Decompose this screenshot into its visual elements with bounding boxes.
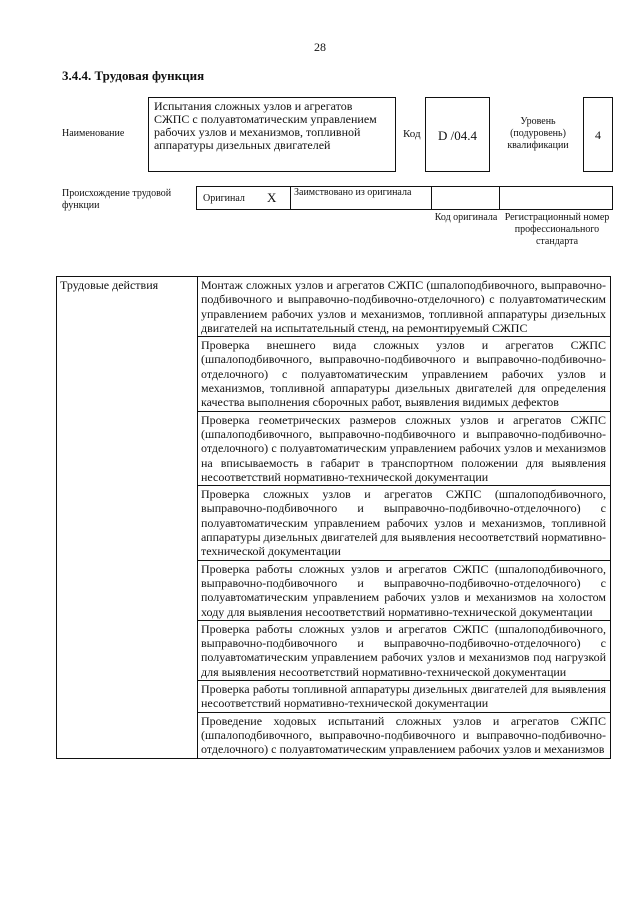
- kod-originala-cell: [431, 186, 500, 210]
- kod-value: D /04.4: [438, 128, 477, 143]
- borrowed-cell: [290, 186, 432, 210]
- level-value-box: [583, 97, 613, 172]
- action-cell: Проведение ходовых испытаний сложных узлов и агрегатов СЖПС (шпалоподбивочного, выправочно-подбивочного и выправочно-подбивочно-отделочного) с полуавтоматическим управлением рабочих узлов и механизмов: [198, 712, 611, 758]
- page-number: 28: [314, 40, 326, 54]
- action-cell: Проверка внешнего вида сложных узлов и агрегатов СЖПС (шпалоподбивочного, выправочно-подбивочного и выправочно-подбивочно-отделочного) с полуавтоматическим управлением рабочих узлов и механизмов, топливной аппаратуры дизельных двигателей для определения качества выполнения сборочных работ, выявления видимых дефектов: [198, 337, 611, 411]
- original-label: Оригинал: [203, 193, 245, 204]
- function-name-box: [148, 97, 396, 172]
- original-mark: X: [267, 190, 277, 205]
- kod-label: Код: [403, 128, 421, 140]
- reg-number-cell: [499, 186, 613, 210]
- row-header: Трудовые действия: [60, 278, 159, 292]
- level-label: Уровень (подуровень) квалификации: [507, 116, 569, 151]
- level-value: 4: [595, 128, 601, 142]
- row-header-cell: [57, 277, 198, 759]
- action-cell: Проверка сложных узлов и агрегатов СЖПС (шпалоподбивочного, выправочно-подбивочного и выправочно-подбивочно-отделочного) с полуавтоматическим управлением рабочих узлов и механизмов, топливной аппаратуры дизельных двигателей для выявления несоответствий нормативно-технической документации: [198, 486, 611, 560]
- function-name: Испытания сложных узлов и агрегатов СЖПС с полуавтоматическим управлением рабочих узлов и механизмов, топливной аппаратуры дизельных двигателей: [154, 99, 377, 152]
- labor-actions-table: [56, 276, 611, 759]
- origin-label: Происхождение трудовой функции: [62, 188, 172, 211]
- borrowed-label: Заимствовано из оригинала: [294, 187, 412, 198]
- table-row: [57, 277, 611, 337]
- naimenovanie-label: Наименование: [62, 128, 125, 139]
- action-cell: Проверка работы сложных узлов и агрегатов СЖПС (шпалоподбивочного, выправочно-подбивочного и выправочно-подбивочно-отделочного) с полуавтоматическим управлением рабочих узлов и механизмов на холостом ходу для выявления несоответствий нормативно-технической документации: [198, 560, 611, 620]
- action-cell: Монтаж сложных узлов и агрегатов СЖПС (шпалоподбивочного, выправочно-подбивочного и выправочно-подбивочно-отделочного) с полуавтоматическим управлением рабочих узлов и механизмов, топливной аппаратуры дизельных двигателей на испытательный стенд, на ремонтируемый СЖПС: [198, 277, 611, 337]
- action-cell: Проверка геометрических размеров сложных узлов и агрегатов СЖПС (шпалоподбивочного, выправочно-подбивочного и выправочно-подбивочно-отделочного) с полуавтоматическим управлением рабочих узлов и механизмов на вписываемость в габарит в транспортном положении для выявления несоответствий нормативно-технической документации: [198, 411, 611, 485]
- reg-number-label: Регистрационный номер профессионального стандарта: [504, 212, 610, 247]
- section-title: 3.4.4. Трудовая функция: [62, 68, 205, 83]
- action-cell: Проверка работы сложных узлов и агрегатов СЖПС (шпалоподбивочного, выправочно-подбивочного и выправочно-подбивочно-отделочного) с полуавтоматическим управлением рабочих узлов и механизмов под нагрузкой для выявления несоответствий нормативно-технической документации: [198, 620, 611, 680]
- kod-value-box: [425, 97, 490, 172]
- action-cell: Проверка работы топливной аппаратуры дизельных двигателей для выявления несоответствий нормативно-технической документации: [198, 681, 611, 713]
- kod-originala-label: Код оригинала: [434, 212, 498, 223]
- original-cell: [196, 186, 291, 210]
